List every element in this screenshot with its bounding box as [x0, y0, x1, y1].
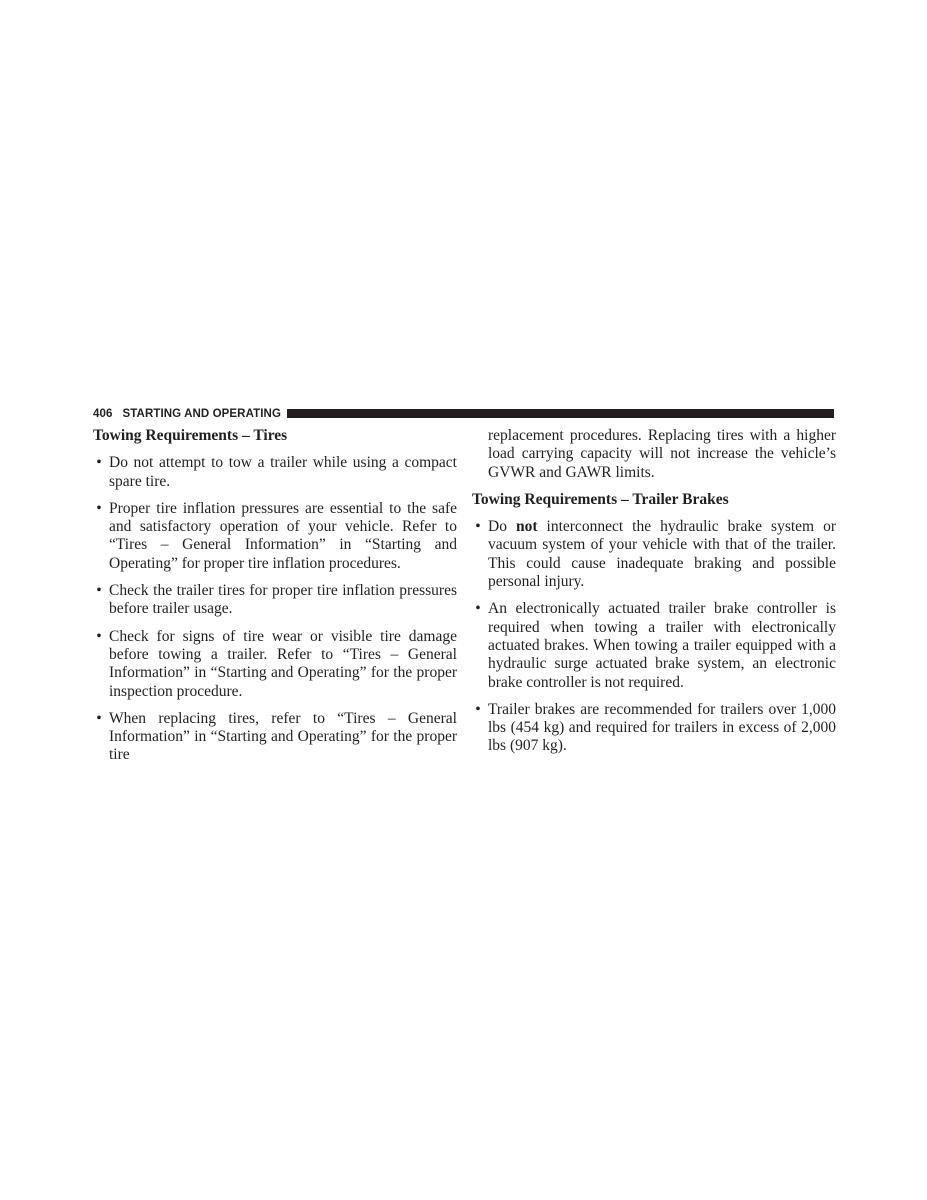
bullet-text: Do not attempt to tow a trailer while using a compact spare tire. [109, 454, 457, 490]
list-item [472, 518, 836, 591]
trailer-brakes-heading: Towing Requirements – Trailer Brakes [472, 490, 729, 508]
list-item [93, 710, 457, 765]
list-item [93, 454, 457, 491]
left-column [93, 427, 457, 774]
bullet-icon: • [475, 600, 481, 618]
bullet-icon: • [96, 499, 102, 517]
bullet-icon: • [96, 627, 102, 645]
list-item [472, 600, 836, 691]
bullet-icon: • [96, 709, 102, 727]
page-header [93, 405, 834, 422]
list-item [472, 701, 836, 756]
tires-bullet-list [93, 454, 457, 764]
list-item [93, 628, 457, 701]
bullet-icon: • [475, 518, 481, 536]
bullet-text: Check the trailer tires for proper tire inflation pressures before trailer usage. [109, 582, 457, 618]
bullet-text: An electronically actuated trailer brake controller is required when towing a trailer with electronically actuated brakes. When towing a trailer equipped with a hydraulic surge actuated brake system, an electronic brake controller is not required. [488, 600, 836, 691]
page-number: 406 [93, 407, 113, 420]
bullet-text: Check for signs of tire wear or visible tire damage before towing a trailer. Refer to “Tires – General Information” in “Starting and Operating” for the proper inspection procedure. [109, 627, 457, 700]
bullet-text: When replacing tires, refer to “Tires – General Information” in “Starting and Operating” for the proper tire [109, 709, 457, 764]
section-title: STARTING AND OPERATING [122, 407, 282, 420]
bullet-text-prefix: Do [488, 518, 507, 536]
continued-paragraph: replacement procedures. Replacing tires with a higher load carrying capacity will not increase the vehicle’s GVWR and GAWR limits. [488, 427, 836, 481]
tires-heading: Towing Requirements – Tires [93, 427, 288, 444]
bullet-icon: • [96, 454, 102, 472]
bullet-icon: • [475, 700, 481, 718]
trailer-brakes-bullet-list [472, 518, 836, 756]
bullet-text-suffix: interconnect the hydraulic brake system or vacuum system of your vehicle with that of the trailer. This could cause inadequate braking and possible personal injury. [488, 518, 837, 591]
header-rule [287, 409, 834, 418]
list-item [93, 582, 457, 619]
bullet-icon: • [96, 582, 102, 600]
bullet-text: Proper tire inflation pressures are essential to the safe and satisfactory operation of your vehicle. Refer to “Tires – General Information” in “Starting and Operating” for proper tire inflation procedures. [109, 499, 457, 572]
bullet-emphasis: not [515, 518, 538, 536]
list-item [93, 500, 457, 573]
right-column [472, 427, 836, 765]
bullet-text: Trailer brakes are recommended for trailers over 1,000 lbs (454 kg) and required for trailers in excess of 2,000 lbs (907 kg). [488, 700, 836, 755]
